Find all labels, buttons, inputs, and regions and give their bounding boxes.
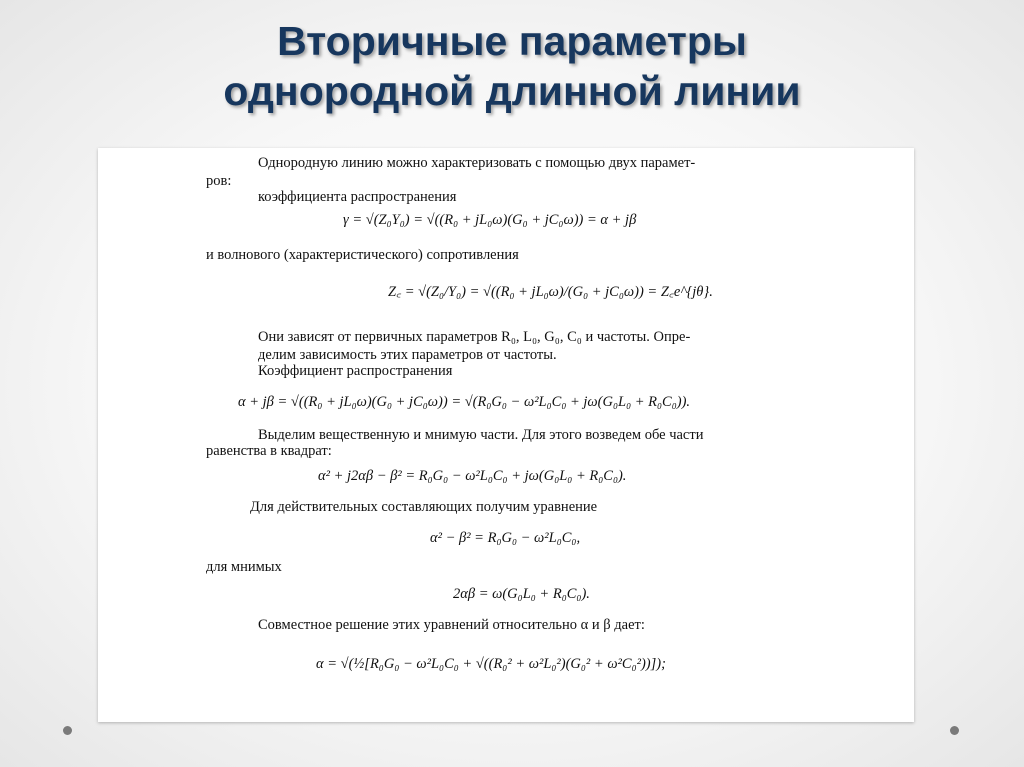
text-line: равенства в квадрат: <box>206 443 332 459</box>
equation-imaginary-part: 2αβ = ω(G₀L₀ + R₀C₀). <box>453 586 590 602</box>
corner-bullet-left <box>63 726 72 735</box>
equation-alpha-jbeta: α + jβ = √((R₀ + jL₀ω)(G₀ + jC₀ω)) = √(R₀G₀ − ω²L₀C₀ + jω(G₀L₀ + R₀C₀)). <box>238 394 691 410</box>
slide-title-line-2: однородной длинной линии <box>223 68 801 114</box>
text-line: Они зависят от первичных параметров R₀, L₀, G₀, C₀ и частоты. Опре- <box>258 329 691 345</box>
equation-alpha-solution: α = √(½[R₀G₀ − ω²L₀C₀ + √((R₀² + ω²L₀²)(G₀² + ω²C₀²))]); <box>316 656 666 672</box>
text-line: Однородную линию можно характеризовать с помощью двух парамет- <box>258 155 696 171</box>
text-line: Выделим вещественную и мнимую части. Для этого возведем обе части <box>258 427 704 443</box>
text-line: и волнового (характеристического) сопротивления <box>206 247 519 263</box>
slide-title-line-1: Вторичные параметры <box>277 18 747 64</box>
text-line: Совместное решение этих уравнений относительно α и β дает: <box>258 617 645 633</box>
slide-title <box>0 16 1024 116</box>
equation-squared: α² + j2αβ − β² = R₀G₀ − ω²L₀C₀ + jω(G₀L₀ + R₀C₀). <box>318 468 627 484</box>
text-line: коэффициента распространения <box>258 189 457 205</box>
text-line: ров: <box>206 173 232 189</box>
text-line: для мнимых <box>206 559 282 575</box>
text-line: Коэффициент распространения <box>258 363 453 379</box>
text-line: Для действительных составляющих получим уравнение <box>250 499 598 515</box>
equation-wave-impedance: Z꜀ = √(Z₀/Y₀) = √((R₀ + jL₀ω)/(G₀ + jC₀ω)) = Z꜀e^{jθ}. <box>388 284 713 300</box>
equation-real-part: α² − β² = R₀G₀ − ω²L₀C₀, <box>430 530 581 546</box>
text-line: делим зависимость этих параметров от частоты. <box>258 347 557 363</box>
equation-propagation-coefficient: γ = √(Z₀Y₀) = √((R₀ + jL₀ω)(G₀ + jC₀ω)) = α + jβ <box>343 212 637 228</box>
corner-bullet-right <box>950 726 959 735</box>
scanned-text-page <box>98 148 914 722</box>
